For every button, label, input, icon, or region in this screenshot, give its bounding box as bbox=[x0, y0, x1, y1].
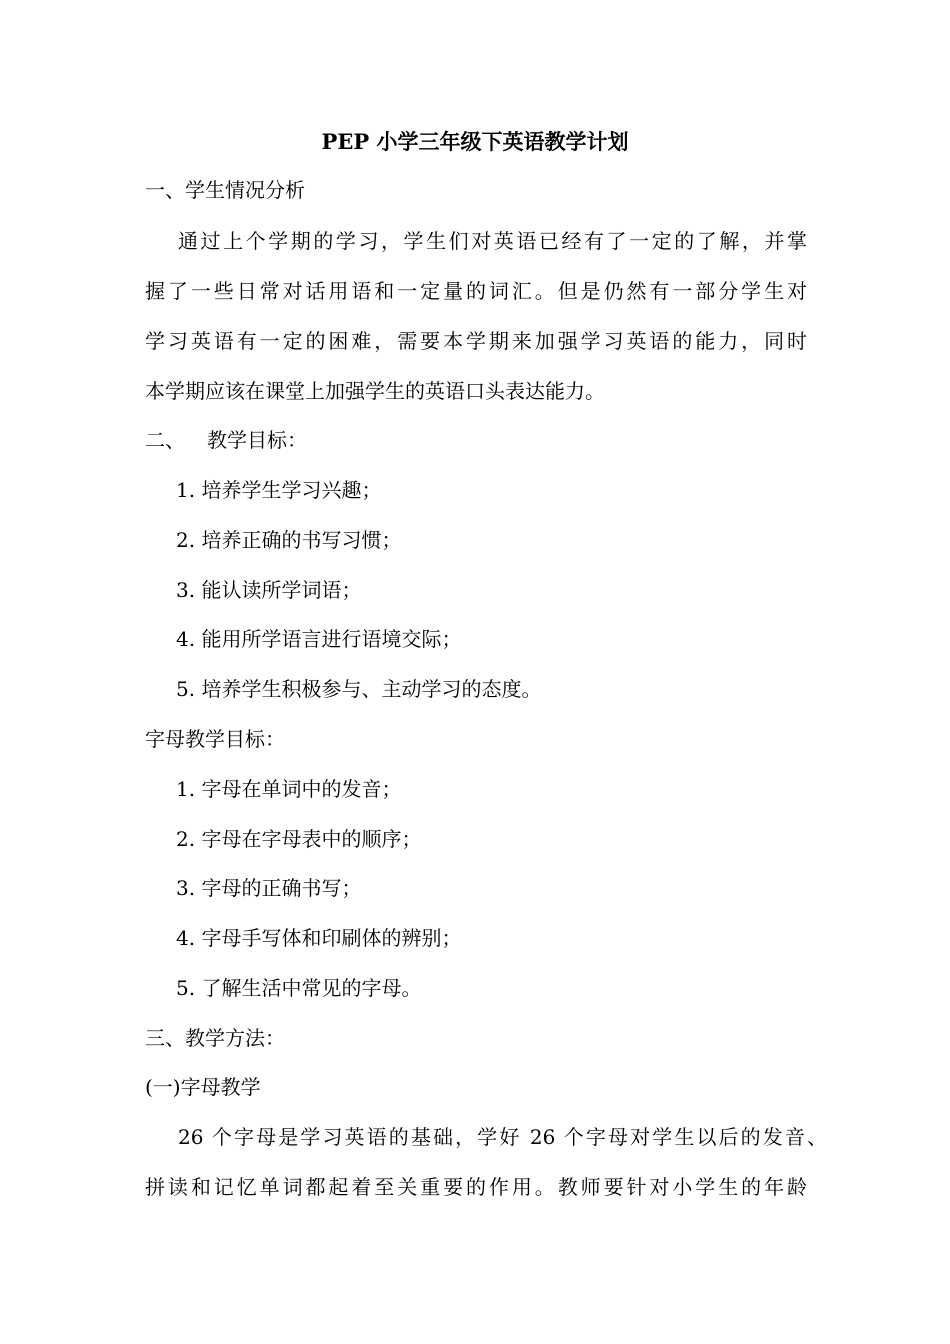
list-item: 4. 字母手写体和印刷体的辨别； bbox=[176, 926, 462, 950]
letters-heading: 字母教学目标： bbox=[145, 727, 285, 751]
list-item: 5. 了解生活中常见的字母。 bbox=[176, 976, 422, 1000]
section2-heading-number: 二、 bbox=[145, 428, 185, 452]
paragraph-line: 通过上个学期的学习，学生们对英语已经有了一定的了解，并掌 bbox=[178, 229, 807, 253]
list-item: 4. 能用所学语言进行语境交际； bbox=[176, 627, 462, 651]
section2-heading bbox=[145, 426, 307, 454]
paragraph-line: 学习英语有一定的困难，需要本学期来加强学习英语的能力，同时 bbox=[145, 329, 807, 353]
section3-subheading: (一)字母教学 bbox=[145, 1075, 261, 1099]
paragraph-line: 26 个字母是学习英语的基础，学好 26 个字母对学生以后的发音、 bbox=[178, 1125, 827, 1149]
document-title: PEP 小学三年级下英语教学计划 bbox=[321, 129, 629, 154]
section2-heading-text: 教学目标： bbox=[207, 428, 307, 452]
list-item: 2. 字母在字母表中的顺序； bbox=[176, 827, 422, 851]
paragraph-line: 本学期应该在课堂上加强学生的英语口头表达能力。 bbox=[145, 379, 605, 403]
list-item: 3. 能认读所学词语； bbox=[176, 578, 362, 602]
list-item: 2. 培养正确的书写习惯； bbox=[176, 528, 402, 552]
list-item: 5. 培养学生积极参与、主动学习的态度。 bbox=[176, 677, 542, 701]
section3-heading: 三、教学方法： bbox=[145, 1026, 285, 1050]
list-item: 1. 字母在单词中的发音； bbox=[176, 777, 402, 801]
list-item: 1. 培养学生学习兴趣； bbox=[176, 478, 382, 502]
section1-heading: 一、学生情况分析 bbox=[145, 178, 305, 202]
list-item: 3. 字母的正确书写； bbox=[176, 876, 362, 900]
paragraph-line: 握了一些日常对话用语和一定量的词汇。但是仍然有一部分学生对 bbox=[145, 279, 807, 303]
paragraph-line: 拼读和记忆单词都起着至关重要的作用。教师要针对小学生的年龄 bbox=[145, 1175, 807, 1199]
